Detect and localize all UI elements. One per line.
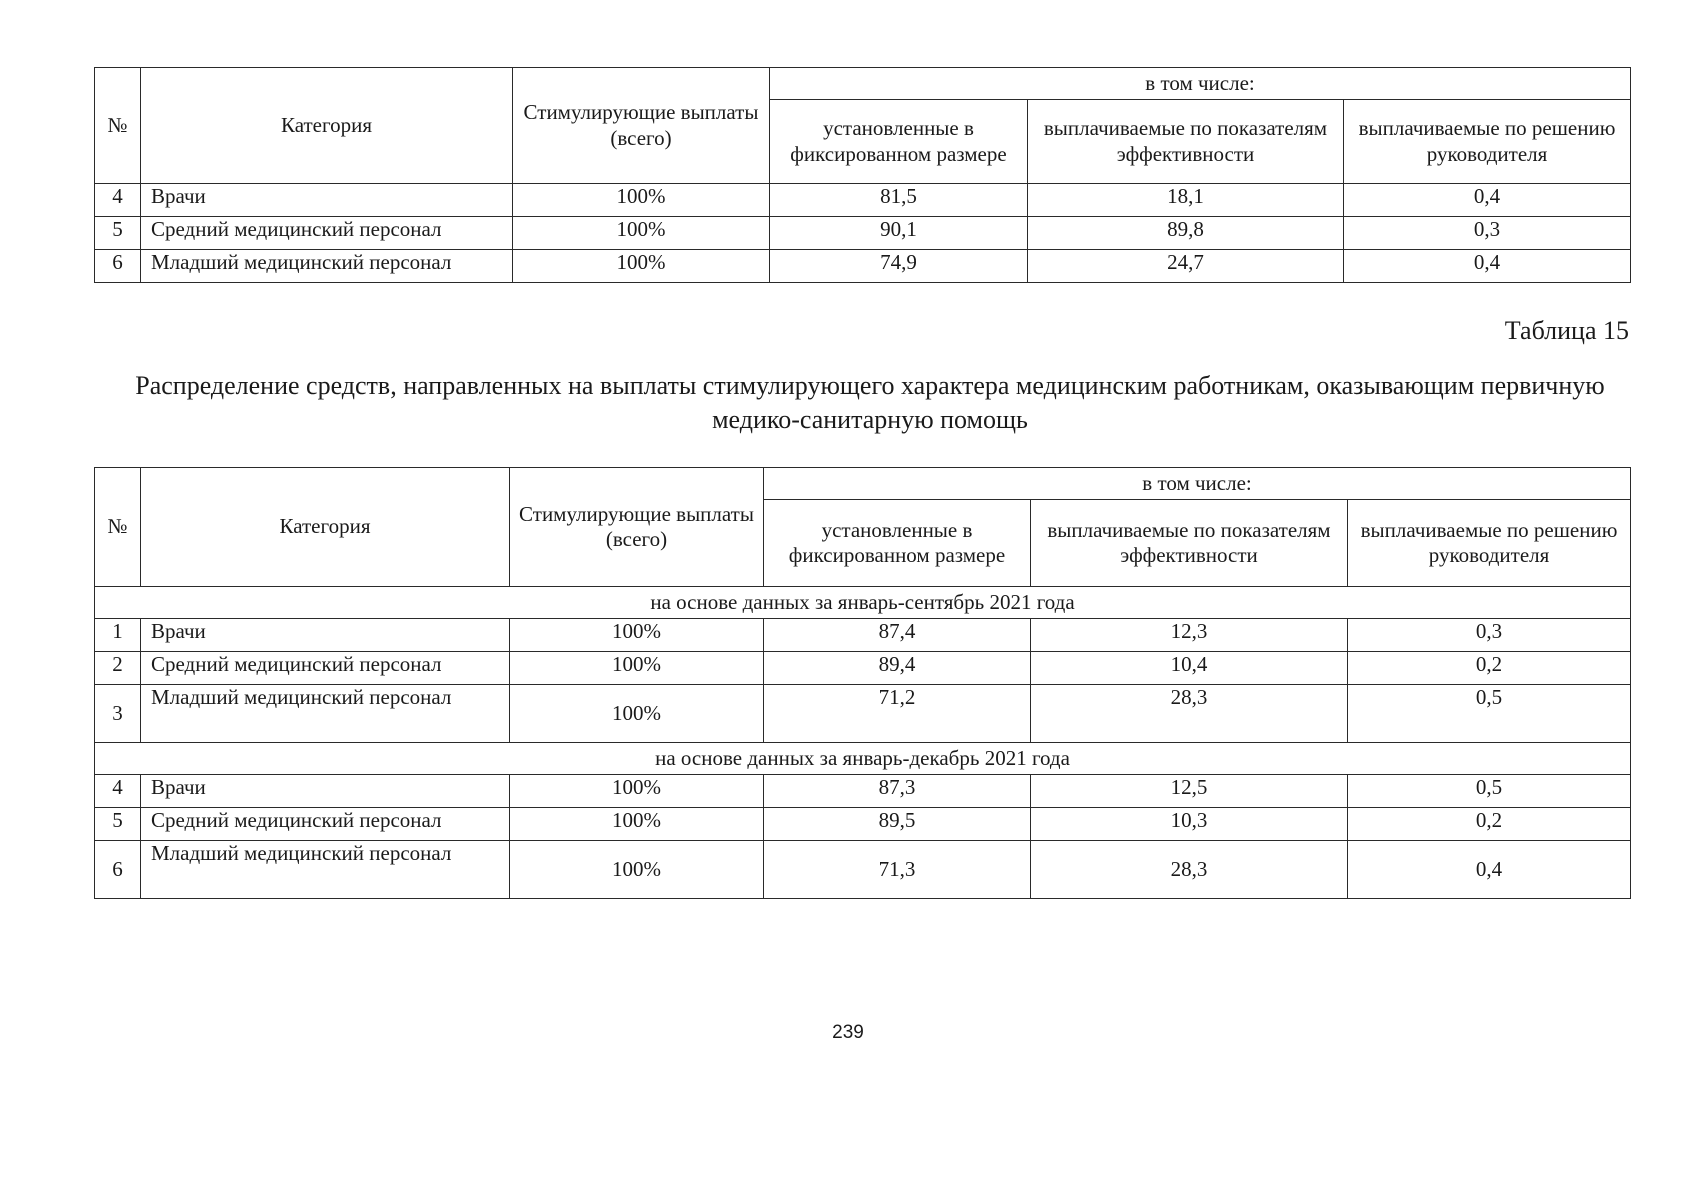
header-fixed: установленные в фиксированном размере (764, 500, 1031, 587)
cell-efficiency: 12,3 (1031, 619, 1348, 652)
table-row (95, 685, 1631, 743)
section-row (95, 587, 1631, 619)
cell-num: 4 (95, 184, 141, 217)
cell-category: Врачи (141, 184, 513, 217)
cell-total: 100% (510, 685, 764, 743)
table-row (95, 217, 1631, 250)
cell-efficiency: 12,5 (1031, 775, 1348, 808)
cell-num: 1 (95, 619, 141, 652)
cell-category: Врачи (141, 619, 510, 652)
header-manager: выплачиваемые по решению руководителя (1344, 100, 1631, 184)
cell-num: 6 (95, 841, 141, 899)
header-num: № (95, 68, 141, 184)
section-label: на основе данных за январь-сентябрь 2021 года (95, 587, 1631, 619)
table-row (95, 841, 1631, 899)
cell-num: 2 (95, 652, 141, 685)
cell-num: 4 (95, 775, 141, 808)
table-title: Распределение средств, направленных на выплаты стимулирующего характера медицинским работникам, оказывающим первичную медико-санитарную помощь (135, 371, 1605, 434)
cell-manager: 0,4 (1344, 250, 1631, 283)
cell-category: Средний медицинский персонал (141, 217, 513, 250)
cell-total: 100% (513, 250, 770, 283)
cell-manager: 0,3 (1344, 217, 1631, 250)
cell-category: Средний медицинский персонал (141, 808, 510, 841)
header-category: Категория (141, 68, 513, 184)
cell-category: Средний медицинский персонал (141, 652, 510, 685)
cell-num: 6 (95, 250, 141, 283)
section-row (95, 743, 1631, 775)
table-row (95, 250, 1631, 283)
table-15 (94, 467, 1631, 899)
cell-fixed: 89,5 (764, 808, 1031, 841)
cell-fixed: 71,3 (764, 841, 1031, 899)
header-manager: выплачиваемые по решению руководителя (1348, 500, 1631, 587)
section-label: на основе данных за январь-декабрь 2021 года (95, 743, 1631, 775)
header-total: Стимулирующие выплаты (всего) (510, 468, 764, 587)
cell-total: 100% (513, 217, 770, 250)
header-efficiency: выплачиваемые по показателям эффективности (1028, 100, 1344, 184)
header-num: № (95, 468, 141, 587)
cell-num: 5 (95, 217, 141, 250)
cell-efficiency: 28,3 (1031, 841, 1348, 899)
header-total: Стимулирующие выплаты (всего) (513, 68, 770, 184)
table-row (95, 652, 1631, 685)
cell-efficiency: 18,1 (1028, 184, 1344, 217)
cell-total: 100% (510, 652, 764, 685)
cell-category: Врачи (141, 775, 510, 808)
cell-category: Младший медицинский персонал (141, 841, 510, 899)
page-number: 239 (832, 1022, 864, 1043)
header-category: Категория (141, 468, 510, 587)
table-row (95, 775, 1631, 808)
cell-fixed: 81,5 (770, 184, 1028, 217)
cell-num: 3 (95, 685, 141, 743)
cell-fixed: 90,1 (770, 217, 1028, 250)
table-number: Таблица 15 (1504, 316, 1629, 345)
cell-efficiency: 10,4 (1031, 652, 1348, 685)
cell-fixed: 74,9 (770, 250, 1028, 283)
table-row (95, 808, 1631, 841)
cell-category: Младший медицинский персонал (141, 250, 513, 283)
cell-fixed: 89,4 (764, 652, 1031, 685)
table-continuation (94, 67, 1631, 283)
cell-total: 100% (513, 184, 770, 217)
cell-total: 100% (510, 808, 764, 841)
cell-num: 5 (95, 808, 141, 841)
cell-total: 100% (510, 841, 764, 899)
header-including: в том числе: (770, 68, 1631, 100)
table-row (95, 619, 1631, 652)
cell-category: Младший медицинский персонал (141, 685, 510, 743)
header-including: в том числе: (764, 468, 1631, 500)
cell-manager: 0,2 (1348, 808, 1631, 841)
cell-manager: 0,4 (1344, 184, 1631, 217)
cell-manager: 0,4 (1348, 841, 1631, 899)
cell-total: 100% (510, 619, 764, 652)
cell-manager: 0,5 (1348, 685, 1631, 743)
cell-fixed: 71,2 (764, 685, 1031, 743)
header-fixed: установленные в фиксированном размере (770, 100, 1028, 184)
cell-efficiency: 28,3 (1031, 685, 1348, 743)
cell-manager: 0,5 (1348, 775, 1631, 808)
header-efficiency: выплачиваемые по показателям эффективности (1031, 500, 1348, 587)
cell-manager: 0,2 (1348, 652, 1631, 685)
cell-efficiency: 24,7 (1028, 250, 1344, 283)
cell-manager: 0,3 (1348, 619, 1631, 652)
cell-fixed: 87,3 (764, 775, 1031, 808)
cell-efficiency: 89,8 (1028, 217, 1344, 250)
cell-efficiency: 10,3 (1031, 808, 1348, 841)
cell-total: 100% (510, 775, 764, 808)
table-row (95, 184, 1631, 217)
cell-fixed: 87,4 (764, 619, 1031, 652)
